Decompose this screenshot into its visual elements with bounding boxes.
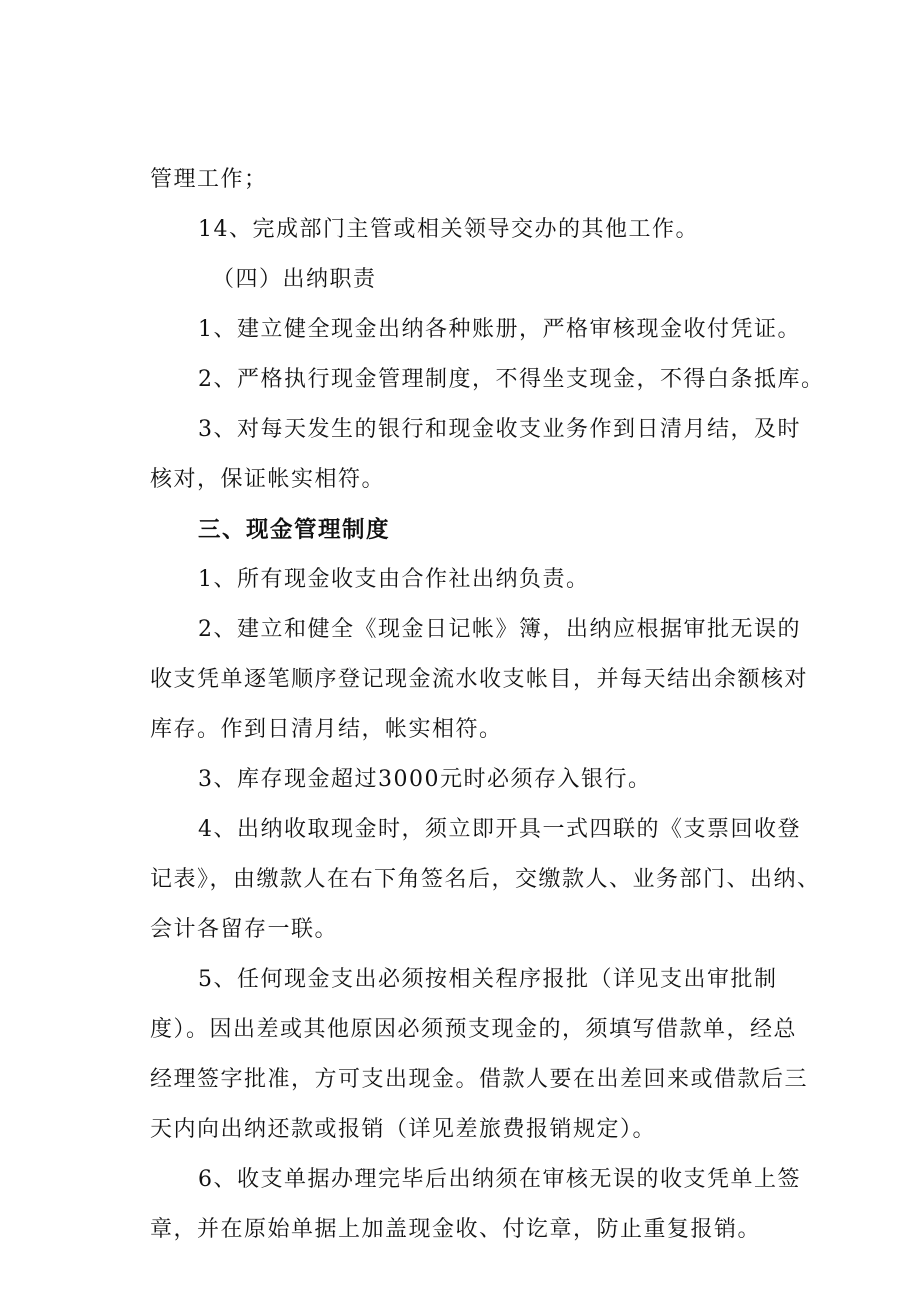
rule-item-4-continuation: 会计各留存一联。 [150,917,339,942]
rule-item-5-continuation: 度）。因出差或其他原因必须预支现金的，须填写借款单，经总 [150,1017,798,1042]
rule-item-4-continuation: 记表》，由缴款人在右下角签名后，交缴款人、业务部门、出纳、 [150,867,821,892]
rule-item-5: 5、任何现金支出必须按相关程序报批（详见支出审批制 [198,967,778,992]
rule-item-3: 3、库存现金超过3000元时必须存入银行。 [198,767,652,792]
rule-item-6-continuation: 章，并在原始单据上加盖现金收、付讫章，防止重复报销。 [150,1217,762,1242]
rule-item-5-continuation: 经理签字批准，方可支出现金。借款人要在出差回来或借款后三 [150,1067,809,1092]
rule-item-4: 4、出纳收取现金时，须立即开具一式四联的《支票回收登 [198,817,801,842]
rule-item-2-continuation: 库存。作到日清月结，帐实相符。 [150,717,503,742]
section-heading-cash-management: 三、现金管理制度 [198,517,391,543]
rule-item-6: 6、收支单据办理完毕后出纳须在审核无误的收支凭单上签 [198,1167,801,1192]
list-item-1: 1、建立健全现金出纳各种账册，严格审核现金收付凭证。 [198,317,801,342]
list-item-3: 3、对每天发生的银行和现金收支业务作到日清月结，及时 [198,417,801,442]
list-item-14: 14、完成部门主管或相关领导交办的其他工作。 [198,217,699,242]
document-body [150,155,825,1255]
rule-item-2: 2、建立和健全《现金日记帐》簿，出纳应根据审批无误的 [198,617,801,642]
rule-item-5-continuation: 天内向出纳还款或报销（详见差旅费报销规定）。 [150,1117,657,1142]
rule-item-2-continuation: 收支凭单逐笔顺序登记现金流水收支帐目，并每天结出余额核对 [150,667,809,692]
list-item-3-continuation: 核对，保证帐实相符。 [150,467,386,492]
text-line-continuation: 管理工作； [150,167,268,192]
rule-item-1: 1、所有现金收支由合作社出纳负责。 [198,567,590,592]
list-item-2: 2、严格执行现金管理制度，不得坐支现金，不得白条抵库。 [198,367,825,392]
subsection-heading-cashier-duties: （四）出纳职责 [212,267,377,292]
